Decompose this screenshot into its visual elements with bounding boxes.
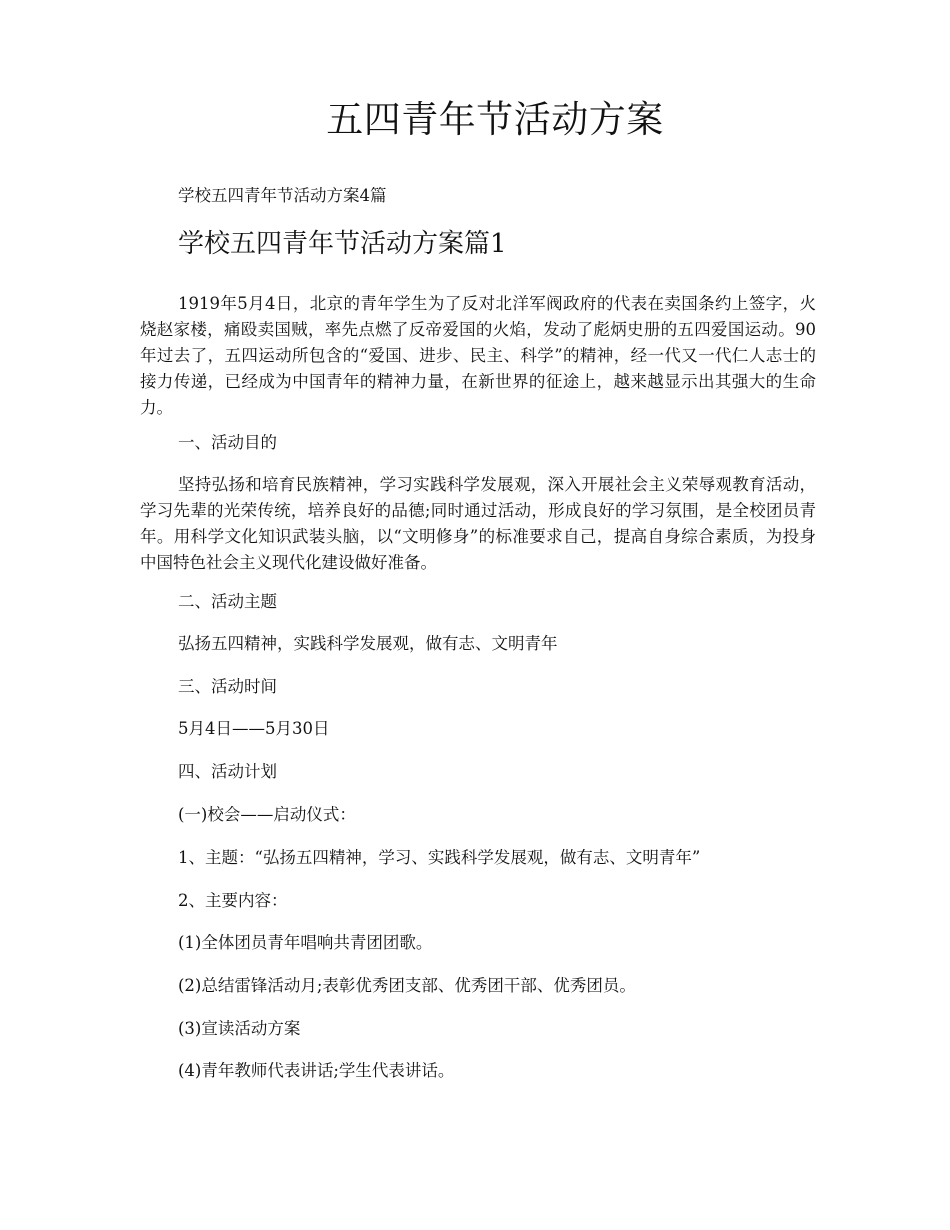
heading-theme: 二、活动主题	[178, 592, 277, 611]
heading-time: 三、活动时间	[178, 677, 277, 696]
time-text: 5月4日——5月30日	[178, 719, 330, 738]
plan-item-content: 2、主要内容：	[178, 891, 288, 910]
content-item-2: (2)总结雷锋活动月;表彰优秀团支部、优秀团干部、优秀团员。	[178, 976, 636, 995]
document-subtitle: 学校五四青年节活动方案4篇	[178, 186, 387, 205]
content-item-3: (3)宣读活动方案	[178, 1019, 301, 1038]
heading-purpose: 一、活动目的	[178, 433, 277, 452]
theme-text: 弘扬五四精神，实践科学发展观，做有志、文明青年	[178, 634, 558, 653]
intro-paragraph: 1919年5月4日，北京的青年学生为了反对北洋军阀政府的代表在卖国条约上签字，火烧赵家楼，痛殴卖国贼，率先点燃了反帝爱国的火焰，发动了彪炳史册的五四爱国运动。90年过去了，五四运动所包含的“爱国、进步、民主、科学”的精神，经一代又一代仁人志士的接力传递，已经成为中国青年的精神力量，在新世界的征途上，越来越显示出其强大的生命力。	[140, 294, 816, 417]
content-item-4: (4)青年教师代表讲话;学生代表讲话。	[178, 1061, 455, 1080]
heading-plan: 四、活动计划	[178, 762, 277, 781]
plan-item-topic: 1、主题：“弘扬五四精神，学习、实践科学发展观，做有志、文明青年”	[178, 848, 701, 867]
section-heading: 学校五四青年节活动方案篇1	[178, 229, 507, 259]
document-title: 五四青年节活动方案	[326, 98, 664, 141]
plan-part1: (一)校会——启动仪式：	[178, 805, 356, 824]
purpose-paragraph: 坚持弘扬和培育民族精神，学习实践科学发展观，深入开展社会主义荣辱观教育活动，学习先辈的光荣传统，培养良好的品德;同时通过活动，形成良好的学习氛围，是全校团员青年。用科学文化知识武装头脑，以“文明修身”的标准要求自己，提高自身综合素质，为投身中国特色社会主义现代化建设做好准备。	[140, 475, 816, 572]
content-item-1: (1)全体团员青年唱响共青团团歌。	[178, 933, 433, 952]
